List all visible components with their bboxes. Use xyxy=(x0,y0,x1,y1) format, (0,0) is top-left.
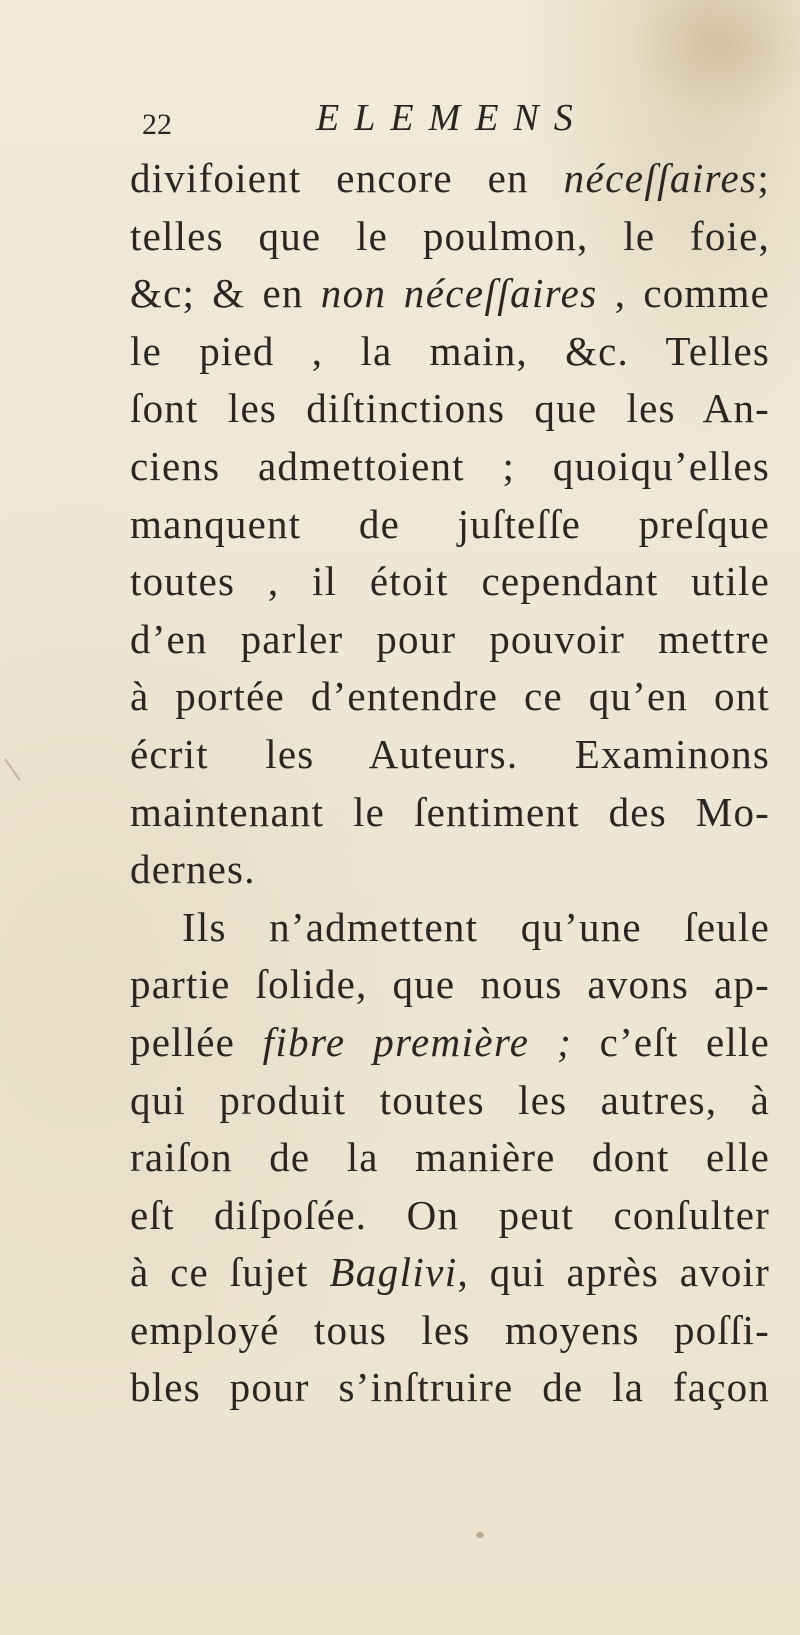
running-head xyxy=(138,96,658,146)
text-line: qui produit toutes les autres, à xyxy=(130,1076,770,1123)
text-line: divifoient encore en néceſſaires; xyxy=(130,155,770,201)
text-line: manquent de juſteſſe preſque xyxy=(130,500,770,547)
text-line: le pied , la main, &c. Telles xyxy=(130,327,770,374)
text-line: à ce ſujet Baglivi, qui après avoir xyxy=(130,1249,770,1296)
text-line: &c; & en non néceſſaires , comme xyxy=(130,270,771,317)
page-number: 22 xyxy=(142,108,172,141)
text-line: Ils n’admettent qu’une ſeule xyxy=(182,903,770,950)
ink-dot xyxy=(476,1532,484,1538)
text-line: ſont les diſtinctions que les An- xyxy=(130,385,770,432)
text-line: dernes. xyxy=(130,846,256,893)
text-line: à portée d’entendre ce qu’en ont xyxy=(130,673,770,720)
text-line: ciens admettoient ; quoiqu’elles xyxy=(130,442,770,489)
text-line: raiſon de la manière dont elle xyxy=(130,1134,770,1181)
text-line: partie ſolide, que nous avons ap- xyxy=(130,961,770,1008)
text-line: pellée fibre première ; c’eſt elle xyxy=(130,1018,770,1065)
text-line: employé tous les moyens poſſi- xyxy=(130,1306,770,1353)
text-line: eſt diſpoſée. On peut conſulter xyxy=(130,1191,770,1238)
text-line: telles que le poulmon, le foie, xyxy=(130,212,770,259)
margin-mark xyxy=(4,749,34,781)
text-line: écrit les Auteurs. Examinons xyxy=(130,730,770,777)
text-line: bles pour s’inſtruire de la façon xyxy=(130,1364,770,1411)
body-text xyxy=(130,150,770,1417)
text-line: d’en parler pour pouvoir mettre xyxy=(130,615,770,662)
running-title: ELEMENS xyxy=(316,97,588,139)
text-line: toutes , il étoit cependant utile xyxy=(130,558,770,605)
text-line: maintenant le ſentiment des Mo- xyxy=(130,788,770,835)
